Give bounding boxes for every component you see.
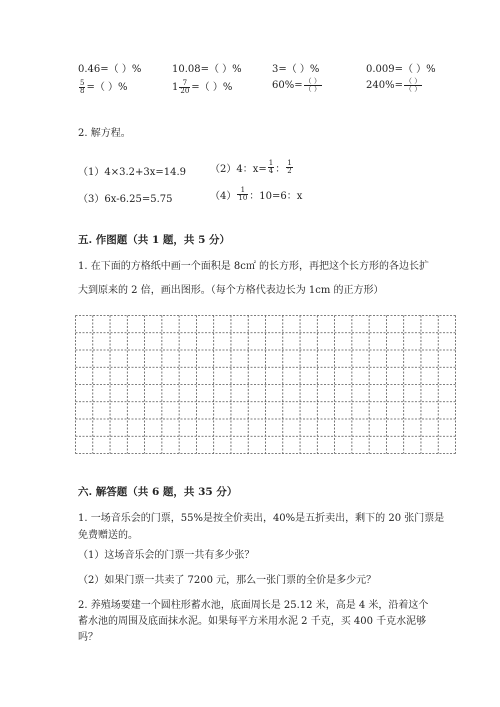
ratio-colon: ：: [275, 164, 286, 175]
exercise-1-7-20: [172, 78, 232, 95]
denominator: 20: [180, 87, 190, 95]
numerator: 1: [268, 159, 274, 167]
blank-fraction: [304, 78, 322, 93]
exercise-5-8: [78, 78, 128, 95]
fraction-1-2: [286, 160, 292, 175]
denominator-blank: （ ）: [404, 85, 422, 93]
blank-fraction: [404, 78, 422, 93]
section-6-question-2-line-2: 蓄水池的周围及底面抹水泥。如果每平方米用水泥 2 千克，买 400 千克水泥够: [78, 616, 427, 627]
whole-part: 1: [172, 82, 179, 93]
fraction-5-8: [79, 80, 85, 95]
exercise-240-percent: [366, 78, 423, 93]
equation-4: [210, 187, 302, 202]
numerator-blank: （ ）: [404, 77, 422, 85]
exercise-10-08: 10.08=（ ）%: [172, 64, 242, 75]
section-6-question-1-sub-2: （2）如果门票一共卖了 7200 元，那么一张门票的全价是多少元？: [78, 575, 377, 586]
section-5-question-1-line-1: 1. 在下面的方格纸中画一个面积是 8c㎡ 的长方形，再把这个长方形的各边长扩: [78, 261, 430, 272]
section-5-question-1-line-2: 大到原来的 2 倍，画出图形。（每个方格代表边长为 1cm 的正方形）: [78, 285, 384, 296]
percent-text: 240%=: [366, 80, 403, 91]
equation-text: （2）4：x=: [210, 164, 267, 175]
exercise-0-009: 0.009=（ ）%: [366, 64, 436, 75]
section-6-question-1-line-2: 免费赠送的。: [78, 530, 138, 541]
numerator: 1: [240, 186, 246, 194]
fraction-1-10: [237, 187, 248, 202]
equation-2: [210, 160, 294, 175]
section-6-question-2-line-1: 2. 养殖场要建一个圆柱形蓄水池，底面周长是 25.12 米，高是 4 米，沿着这个: [78, 600, 429, 611]
equation-text: ：10=6：x: [249, 191, 303, 202]
fraction-7-20: [179, 80, 190, 95]
section-6-question-1-line-1: 1. 一场音乐会的门票，55%是按全价卖出，40%是五折卖出，剩下的 20 张门票是: [78, 513, 445, 524]
numerator: 7: [182, 79, 188, 87]
numerator: 5: [80, 79, 85, 87]
section-6-question-2-line-3: 吗？: [78, 632, 98, 643]
denominator: 2: [287, 167, 292, 175]
fraction-1-4: [268, 160, 274, 175]
question-2-title: 2. 解方程。: [78, 128, 131, 139]
denominator: 4: [268, 167, 274, 175]
percent-text: 60%=: [272, 80, 303, 91]
equation-3: （3）6x-6.25=5.75: [78, 194, 173, 205]
section-5-title: 五. 作图题（共 1 题，共 5 分）: [78, 234, 231, 246]
denominator: 10: [238, 194, 248, 202]
exercise-0-46: 0.46=（ ）%: [78, 64, 142, 75]
square-grid-paper[interactable]: [75, 315, 456, 454]
section-6-title: 六. 解答题（共 6 题，共 35 分）: [78, 486, 238, 498]
blank: =（ ）%: [86, 82, 128, 93]
blank: =（ ）%: [191, 82, 233, 93]
denominator-blank: （ ）: [304, 85, 321, 93]
exercise-3: 3=（ ）%: [272, 64, 320, 75]
equation-1: （1）4×3.2+3x=14.9: [78, 167, 187, 178]
equation-text: （4）: [210, 191, 237, 202]
exercise-60-percent: [272, 78, 323, 93]
denominator: 8: [80, 87, 85, 95]
numerator-blank: （ ）: [304, 77, 321, 85]
numerator: 1: [287, 159, 292, 167]
section-6-question-1-sub-1: （1）这场音乐会的门票一共有多少张？: [78, 550, 255, 561]
